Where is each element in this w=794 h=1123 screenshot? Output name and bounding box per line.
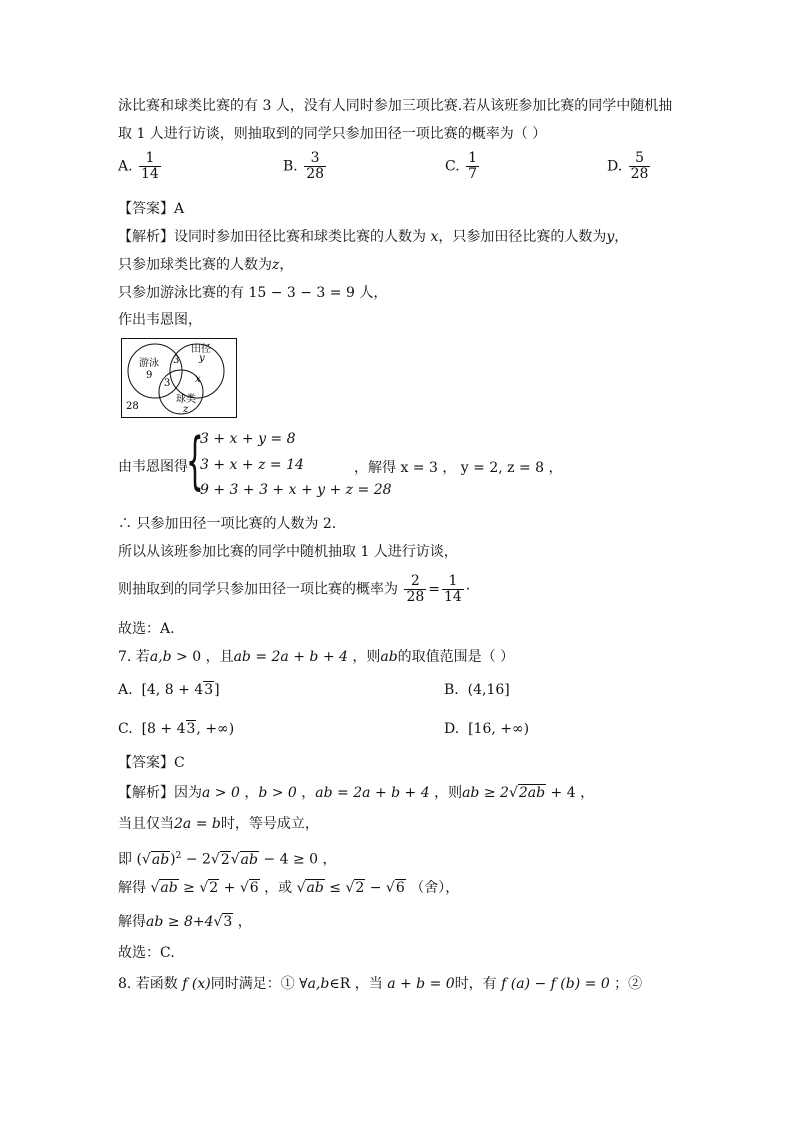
venn-diagram-svg: [121, 338, 237, 418]
q6-analysis-line3: 只参加游泳比赛的有 15 − 3 − 3 = 9 人，: [118, 285, 388, 301]
q7-analysis-line2: 当且仅当2a = b时，等号成立，: [118, 816, 319, 832]
q7-analysis-line3: 即 $(√ab)^2 - 2√2√ab - 4 \ge 0$ ，: [118, 851, 337, 868]
q6-analysis-line5: ∴ 只参加田径一项比赛的人数为 2.: [118, 516, 337, 532]
q6-analysis-line7: 则抽取到的同学只参加田径一项比赛的概率为 $\frac{2}{28}$ = $\frac{1}{14}$ ·: [118, 573, 471, 605]
fraction: $\frac{1}{14}$: [444, 573, 462, 605]
q7-option-c[interactable]: C. [8 + 43, +∞): [118, 721, 235, 737]
venn-value-swim-ball: 3: [164, 378, 171, 389]
venn-label-ball: 球类: [176, 394, 196, 405]
venn-value-swim: 9: [146, 370, 153, 381]
venn-diagram: [121, 338, 237, 418]
option-label: C.: [445, 158, 460, 175]
q8-stem: 8. 若函数 f (x)同时满足：① ∀a,b∈R ，当 a + b = 0时，有 f (a) − f (b) = 0 ；②: [118, 976, 643, 992]
q7-option-d[interactable]: D. [16, +∞): [444, 721, 530, 737]
equation-3: 9 + 3 + 3 + x + y + z = 28: [200, 482, 392, 498]
q7-choose: 故选：C.: [118, 945, 175, 961]
venn-value-track: y: [199, 353, 205, 364]
fraction: $\frac{1}{7}$: [468, 150, 478, 182]
q6-analysis-line6: 所以从该班参加比赛的同学中随机抽取 1 人进行访谈，: [118, 544, 458, 560]
q6-text-line2: 取 1 人进行访谈，则抽取到的同学只参加田径一项比赛的概率为（ ）: [118, 126, 547, 142]
venn-value-swim-track: 3: [173, 355, 180, 366]
fraction: $\frac{1}{14}$: [141, 150, 159, 182]
q6-option-a[interactable]: [118, 151, 163, 182]
q7-analysis-line1: 【解析】因为a > 0 ，b > 0 ，ab = 2a + b + 4 ，则ab ≥ 2√2ab + 4 ，: [118, 785, 595, 801]
venn-value-outside: 28: [126, 401, 139, 412]
left-brace: {: [186, 424, 204, 497]
q6-analysis-line4: 作出韦恩图，: [118, 312, 202, 328]
q7-option-a[interactable]: A. [4, 8 + 43]: [118, 682, 220, 698]
equation-2: 3 + x + z = 14: [200, 457, 304, 473]
option-label: B.: [283, 158, 298, 175]
fraction: $\frac{2}{28}$: [406, 573, 425, 605]
q6-analysis-line1: 【解析】设同时参加田径比赛和球类比赛的人数为 x，只参加田径比赛的人数为y，: [118, 229, 629, 245]
q6-from-venn: 由韦恩图得: [118, 459, 188, 475]
option-label: D.: [607, 158, 623, 175]
q7-answer: 【答案】C: [118, 755, 185, 771]
venn-value-track-ball: x: [195, 374, 201, 385]
q6-choose: 故选：A.: [118, 621, 175, 637]
q6-analysis-line2: 只参加球类比赛的人数为z，: [118, 257, 294, 273]
venn-label-track: 田径: [191, 344, 211, 355]
q6-option-d[interactable]: [607, 151, 652, 182]
q6-option-b[interactable]: [283, 151, 328, 182]
option-label: A.: [118, 158, 133, 175]
q7-stem: 7. 若a,b > 0 ，且ab = 2a + b + 4 ，则ab的取值范围是（ ）: [118, 649, 515, 665]
q7-analysis-line4: 解得 √ab ≥ √2 + √6 ，或 √ab ≤ √2 − √6 （舍），: [118, 880, 460, 896]
equation-1: 3 + x + y = 8: [200, 431, 296, 447]
q6-text-line1: 泳比赛和球类比赛的有 3 人，没有人同时参加三项比赛.若从该班参加比赛的同学中随机抽: [118, 98, 673, 114]
q7-option-b[interactable]: B. (4,16]: [444, 682, 510, 698]
q6-option-c[interactable]: [445, 151, 481, 182]
fraction: $\frac{5}{28}$: [630, 150, 649, 182]
equation-solution: ，解得 x = 3 ， y = 2, z = 8 ，: [354, 460, 563, 476]
fraction: $\frac{3}{28}$: [306, 150, 325, 182]
venn-value-ball: z: [183, 404, 189, 415]
venn-label-swim: 游泳: [139, 358, 159, 369]
q6-answer: 【答案】A: [118, 201, 185, 217]
q7-analysis-line5: 解得ab ≥ 8+4√3 ，: [118, 914, 252, 930]
